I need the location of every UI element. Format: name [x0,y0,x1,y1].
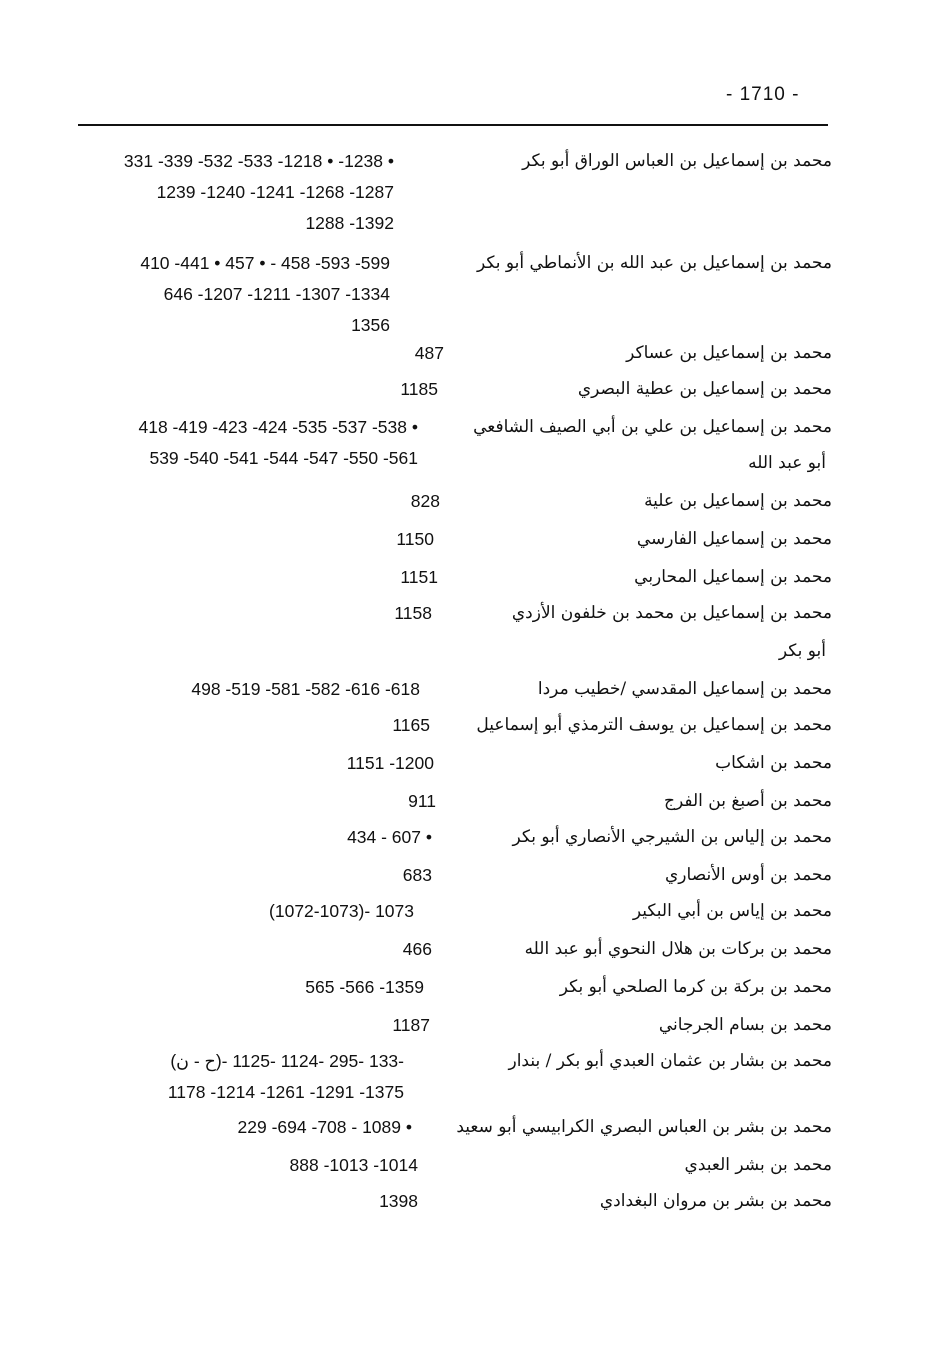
entry-name: محمد بن إسماعيل بن عساكر [626,343,832,363]
entry-name: محمد بن إلياس بن الشيرجي الأنصاري أبو بكر [512,827,832,847]
entry-name: محمد بن إسماعيل المحاربي [634,567,832,587]
entry-name: محمد بن بشر بن العباس البصري الكرابيسي أبو سعيد [456,1117,832,1137]
entry-pages-line: 565 -566 -1359 [305,977,424,997]
entry-pages-line: 229 -694 -708 - 1089 • [237,1117,412,1137]
entry-pages-line: 498 -519 -581 -582 -616 -618 [191,679,420,699]
entry-pages-line: 1151 [400,567,438,587]
page-number: - 1710 - [726,84,800,105]
entry-name: محمد بن إسماعيل المقدسي /خطيب مردا [537,679,832,699]
entry-pages-line: 331 -339 -532 -533 -1218 • -1238 • [123,151,394,171]
entry-pages-line: (ح - ن)- 133 -295 -1124 -1125- [170,1051,404,1071]
entry-pages-line: 828 [410,491,440,511]
entry-name: محمد بن بركة بن كرما الصلحي أبو بكر [559,977,832,997]
entry-name: محمد بن إسماعيل بن عبد الله بن الأنماطي أبو بكر [476,253,832,273]
entry-pages-line: 683 [402,865,432,885]
entry-name: محمد بن إسماعيل بن علية [644,491,832,511]
entry-pages-line: 911 [408,791,436,811]
entry-pages-line: 418 -419 -423 -424 -535 -537 -538 • [138,417,418,437]
entry-pages-line: 888 -1013 -1014 [289,1155,418,1175]
entry-pages-line: 1187 [392,1015,430,1035]
entry-name: محمد بن بشر العبدي [684,1155,832,1175]
entry-pages-line: 539 -540 -541 -544 -547 -550 -561 [149,448,418,468]
entry-pages-line: (1072-1073)- 1073 [269,901,414,921]
entry-pages-line: 646 -1207 -1211 -1307 -1334 [163,284,390,304]
entry-pages-line: 466 [402,939,432,959]
entry-name: محمد بن بركات بن هلال النحوي أبو عبد الله [524,939,832,959]
entry-pages-line: 1239 -1240 -1241 -1268 -1287 [156,182,394,202]
entry-pages-line: 1158 [394,603,432,623]
entry-name: محمد بن إسماعيل بن العباس الوراق أبو بكر [522,151,832,171]
entry-pages-line: 1185 [400,379,438,399]
entry-pages-line: 434 - 607 • [347,827,432,847]
entry-name: محمد بن اشكاب [715,753,832,773]
entry-name: محمد بن إسماعيل بن علي بن أبي الصيف الشافعي [473,417,832,437]
entry-name: محمد بن إياس بن أبي البكير [632,901,832,921]
entry-name: محمد بن أوس الأنصاري [665,865,832,885]
header-rule [78,124,828,126]
entry-name: محمد بن بشار بن عثمان العبدي أبو بكر / بندار [508,1051,832,1071]
entry-name: محمد بن إسماعيل الفارسي [636,529,832,549]
entry-pages-line: 1288 -1392 [305,213,394,233]
entry-pages-line: 1356 [351,315,390,335]
entry-pages-line: 1398 [379,1191,418,1211]
entry-name: محمد بن إسماعيل بن محمد بن خلفون الأزدي [511,603,832,623]
entry-name: أبو عبد الله [748,453,826,473]
entry-name: محمد بن أصبغ بن الفرج [664,791,832,811]
entry-pages-line: 487 [414,343,444,363]
entry-pages-line: 410 -441 • 457 • - 458 -593 -599 [140,253,390,273]
entry-pages-line: 1150 [396,529,434,549]
entry-name: محمد بن إسماعيل بن يوسف الترمذي أبو إسماعيل [476,715,832,735]
entry-name: محمد بن إسماعيل بن عطية البصري [577,379,832,399]
entry-pages-line: 1165 [392,715,430,735]
entry-name: أبو بكر [778,641,826,661]
entry-pages-line: 1178 -1214 -1261 -1291 -1375 [167,1082,404,1102]
entry-pages-line: 1151 -1200 [346,753,434,773]
entry-name: محمد بن بشر بن مروان البغدادي [599,1191,832,1211]
entry-name: محمد بن بسام الجرجاني [658,1015,832,1035]
